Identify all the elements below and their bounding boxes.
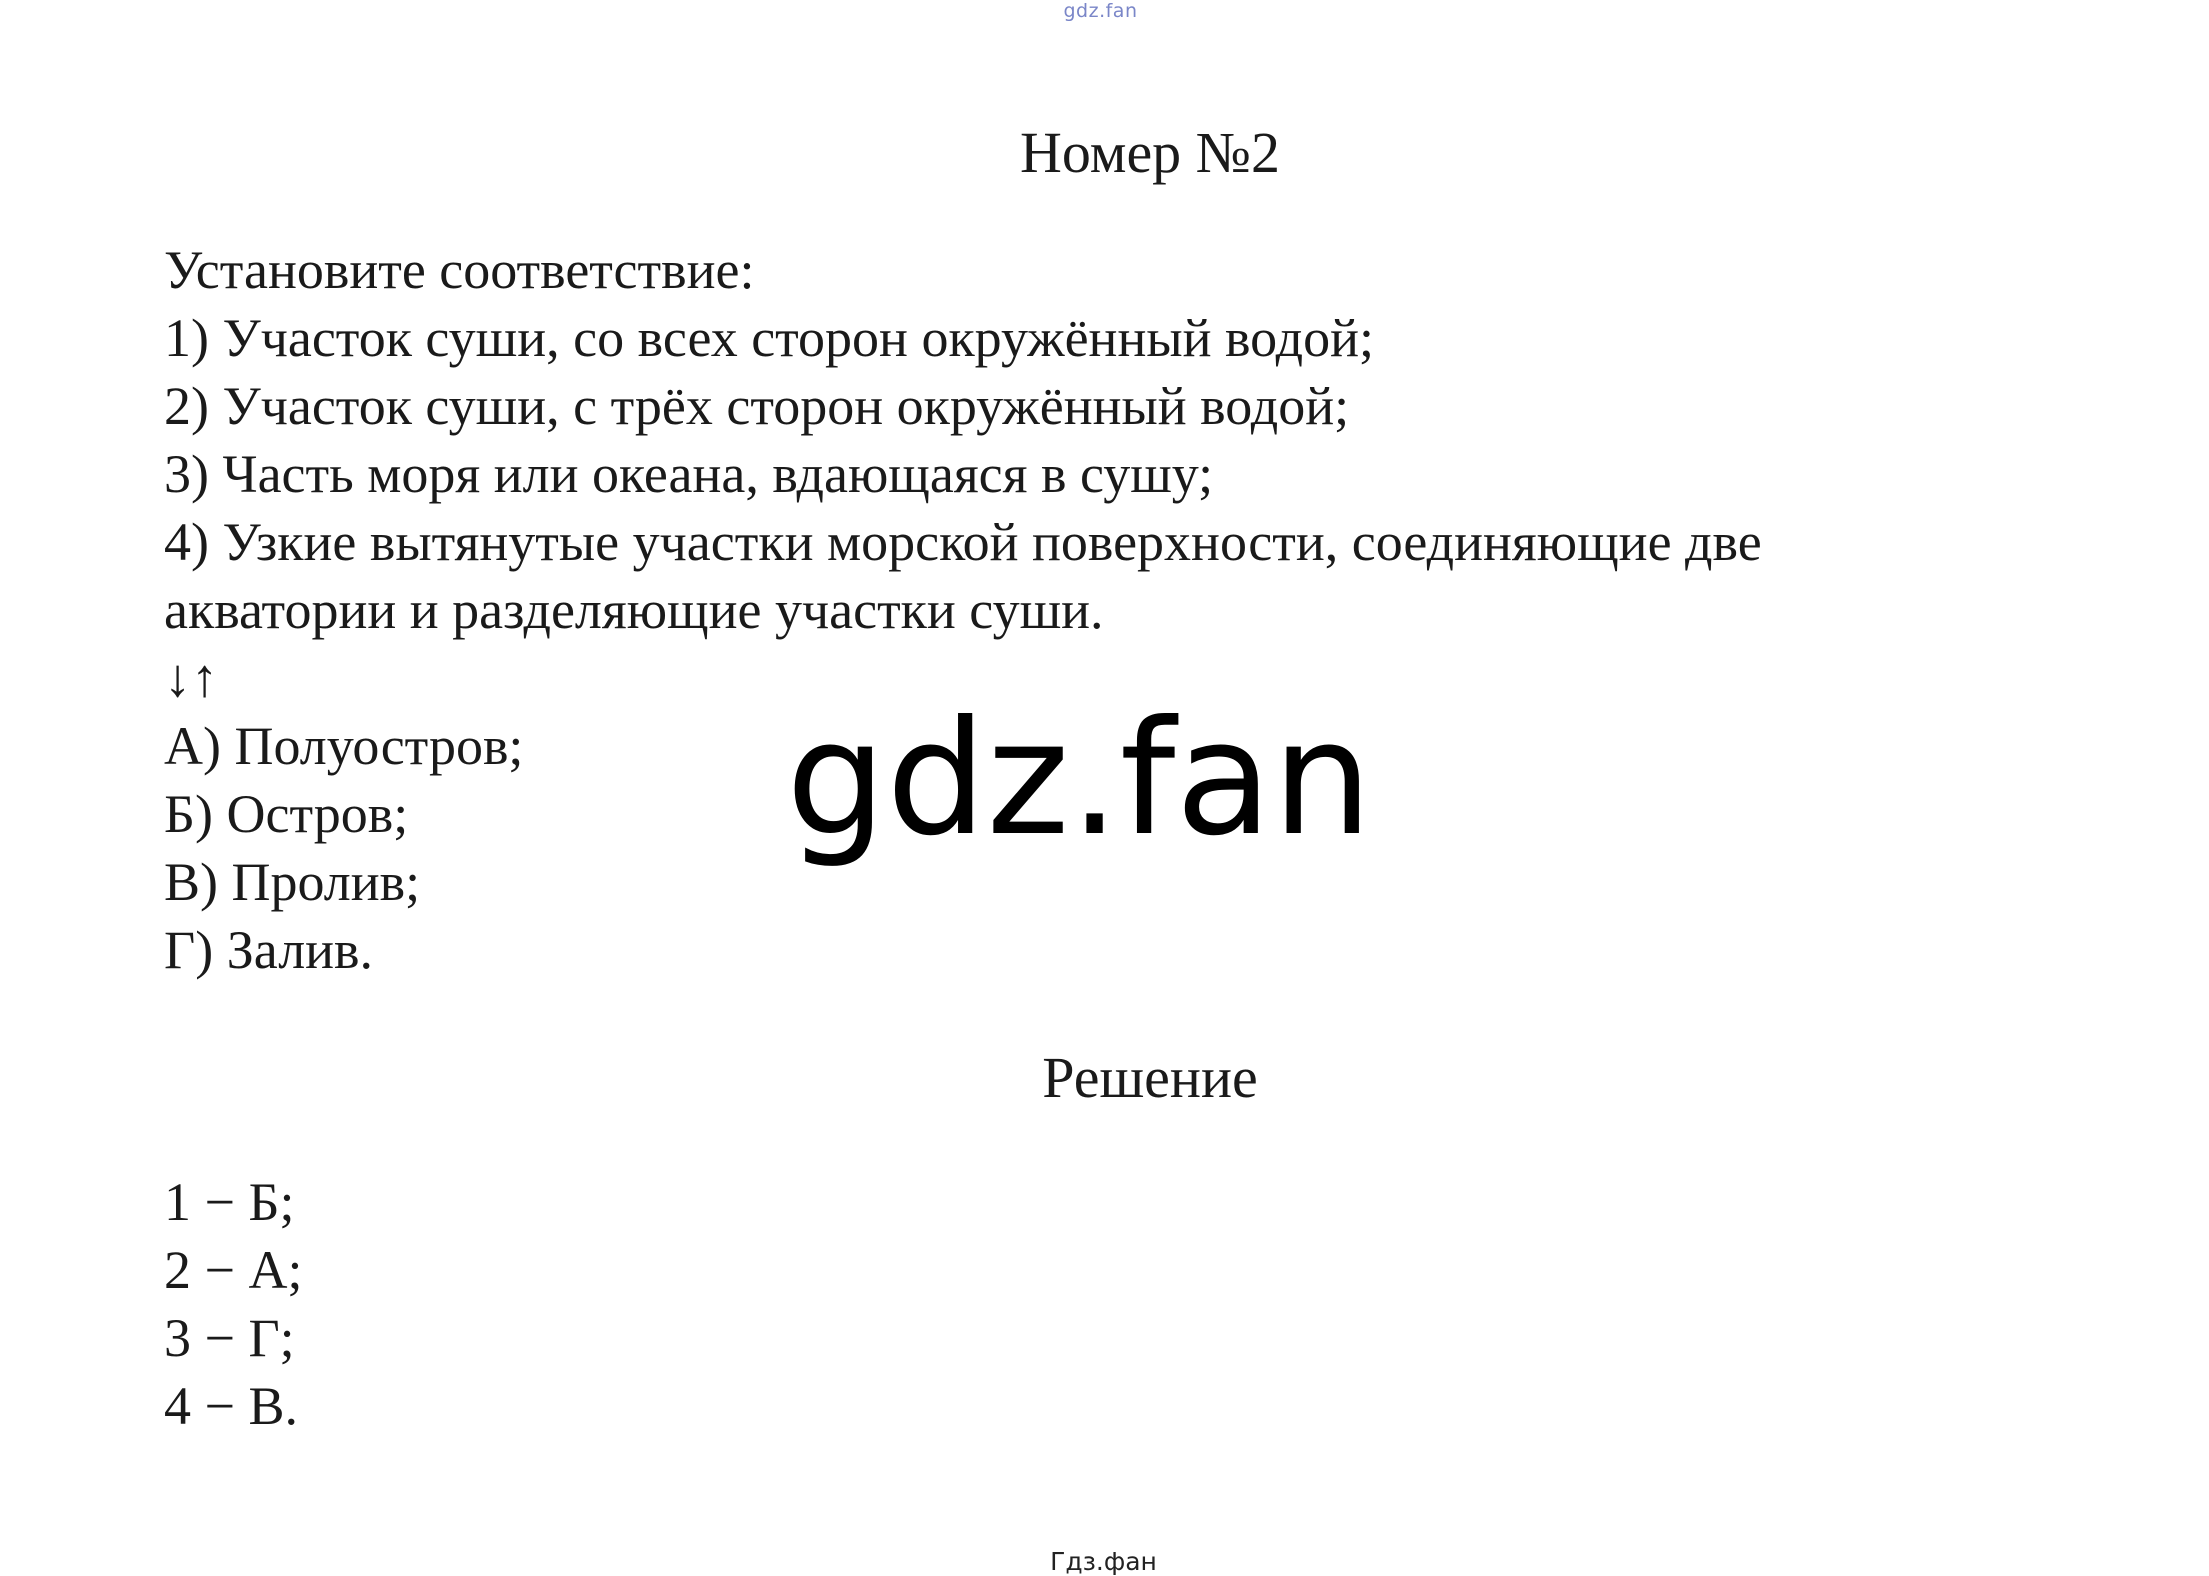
option-g: Г) Залив.	[164, 920, 374, 980]
center-watermark: gdz.fan	[786, 687, 1373, 871]
option-a: А) Полуостров;	[164, 716, 524, 776]
answer-4: 4 − В.	[164, 1376, 298, 1436]
task-item-3: 3) Часть моря или океана, вдающаяся в сушу;	[164, 444, 1214, 504]
page-title: Номер №2	[1019, 120, 1281, 185]
bottom-watermark: Гдз.фан	[1050, 1547, 1157, 1576]
task-item-4-continued: акватории и разделяющие участки суши.	[164, 580, 1104, 640]
answers-list	[164, 1168, 302, 1440]
answer-3: 3 − Г;	[164, 1308, 295, 1368]
top-watermark: gdz.fan	[1063, 0, 1138, 22]
answer-2: 2 − А;	[164, 1240, 303, 1300]
solution-title: Решение	[1042, 1045, 1258, 1110]
answer-1: 1 − Б;	[164, 1172, 295, 1232]
task-item-1: 1) Участок суши, со всех сторон окружённый водой;	[164, 308, 1374, 368]
option-b: Б) Остров;	[164, 784, 409, 844]
option-v: В) Пролив;	[164, 852, 421, 912]
task-item-4: 4) Узкие вытянутые участки морской поверхности, соединяющие две	[164, 512, 1762, 572]
task-intro: Установите соответствие:	[164, 240, 755, 300]
match-arrows: ↓↑	[164, 648, 218, 708]
task-item-2: 2) Участок суши, с трёх сторон окружённый водой;	[164, 376, 1350, 436]
